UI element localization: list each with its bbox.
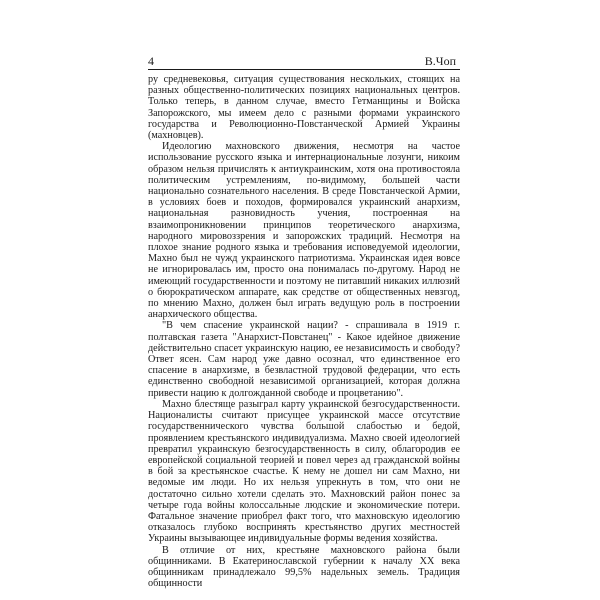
- running-head-author: В.Чоп: [424, 54, 456, 68]
- paragraph: Идеологию махновского движения, несмотря на частое использование русского языка и интернациональные лозунги, никоим образом нельзя причислять к антиукраинским, хотя она противостояла политическим устремлениям, по-видимому, большей части национально сознательного населения. В среде Повстанческой Армии, в условиях боев и походов, формировался украинский анархизм, национальная разновидность учения, построенная на взаимопроникновении принципов теоретического анархизма, народного мировоззрения и запорожских традиций. Несмотря на плохое знание родного языка и требования исповедуемой идеологии, Махно был не чужд украинского патриотизма. Украинская идея вовсе не игнорировалась им, просто она понималась по-другому. Народ не имеющий государственности и поэтому не питавший никаких иллюзий о бюрократическом аппарате, как средстве от общественных невзгод, по мнению Махно, должен был играть ведущую роль в построении анархического общества.: [148, 141, 460, 321]
- header-rule: [148, 69, 460, 70]
- body-text: [148, 74, 460, 589]
- paragraph: В отличие от них, крестьяне махновского района были общинниками. В Екатеринославской губернии к началу XX века общинникам принадлежало 99,5% надельных земель. Традиция общинности: [148, 544, 460, 590]
- paragraph: ру средневековья, ситуация существования нескольких, стоящих на разных общественно-политических позициях национальных центров. Только теперь, в данном случае, вместо Гетманщины и Войска Запорожского, мы имеем дело с разными формами украинского государства и Революционно-Повстанческой Армией Украины (махновцев).: [148, 74, 460, 142]
- paragraph: "В чем спасение украинской нации? - спрашивала в 1919 г. полтавская газета "Анархист-Повстанец" - Какое идейное движение действительно спасет украинскую нацию, ее независимость и свободу? Ответ ясен. Сам народ уже давно осознал, что единственное его спасение в анархизме, в безвластной трудовой федерации, что есть единственно свободной независимой организацией, которая должна привести нацию к долгожданной свободе и процветанию".: [148, 320, 460, 399]
- paragraph: Махно блестяще разыграл карту украинской безгосударственности. Националисты считают присущее украинской массе отсутствие государственнического чувства большой слабостью и бедой, проявлением крестьянского индивидуализма. Махно своей идеологией превратил украинскую безгосударственность в силу, облагородив ее европейской социальной теорией и повел через ад гражданской войны в бой за крестьянское счастье. К нему не дошел ни сам Махно, ни ведомые им люди. Но их нельзя упрекнуть в том, что они не достаточно сильно хотели сделать это. Махновский район понес за четыре года войны колоссальные людские и экономические потери. Фатальное значение приобрел факт того, что махновскую идеологию отказалось глубоко воспринять крестьянство других местностей Украины вызывающее индивидуальные формы ведения хозяйства.: [148, 398, 460, 545]
- page-number: 4: [148, 54, 154, 68]
